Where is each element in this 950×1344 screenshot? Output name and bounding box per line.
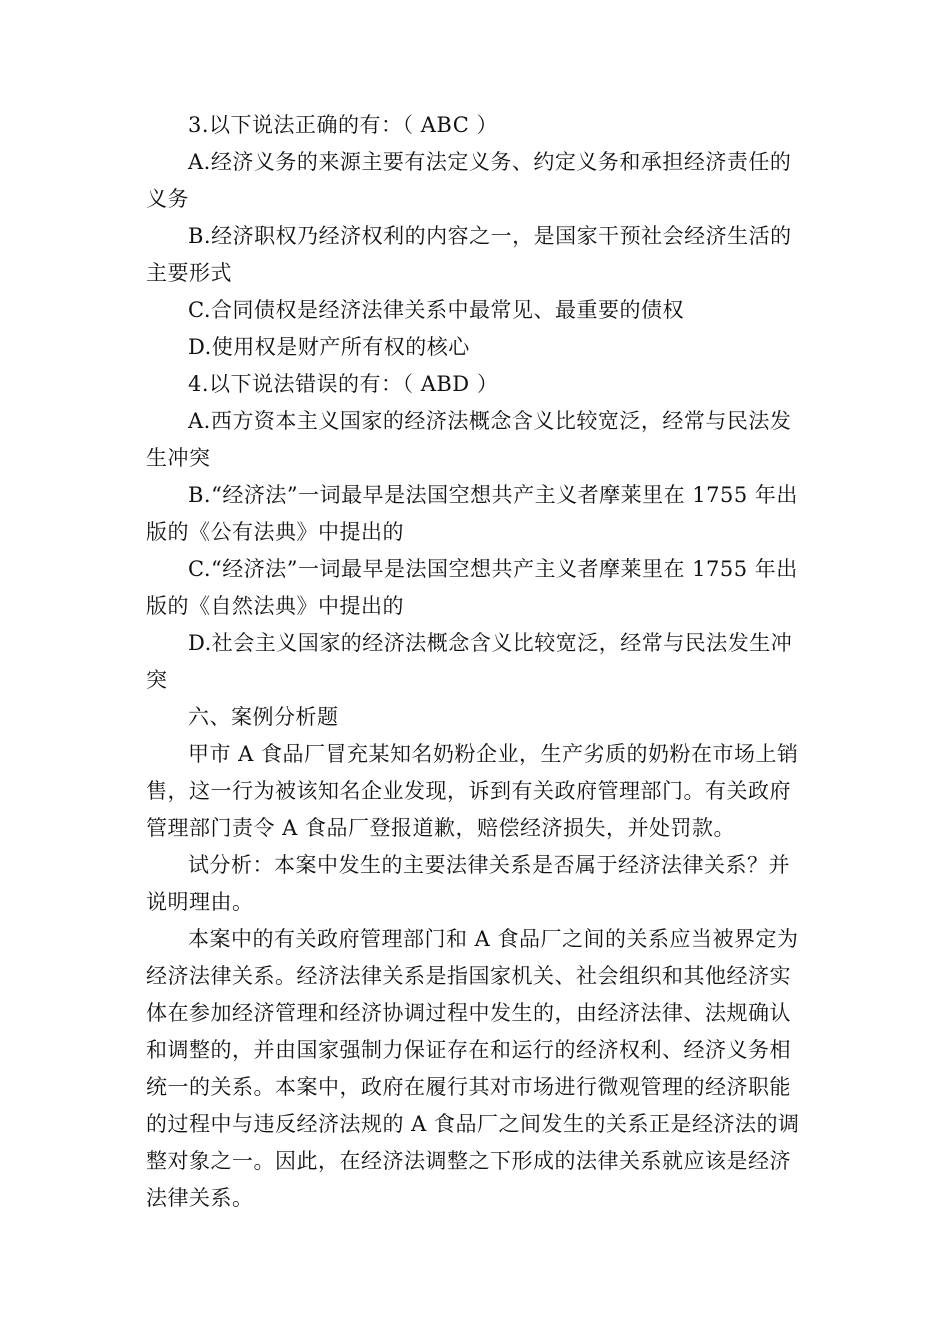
text-line: B.“经济法”一词最早是法国空想共产主义者摩莱里在 1755 年出 bbox=[188, 483, 798, 507]
text-line: 管理部门责令 A 食品厂登报道歉，赔偿经济损失，并处罚款。 bbox=[146, 816, 736, 840]
text-line: 突 bbox=[146, 668, 168, 692]
text-line: 4.以下说法错误的有：（ ABD ） bbox=[188, 372, 499, 396]
text-line: 统一的关系。本案中，政府在履行其对市场进行微观管理的经济职能 bbox=[146, 1075, 791, 1099]
document-page bbox=[146, 107, 806, 1217]
text-line: 经济法律关系。经济法律关系是指国家机关、社会组织和其他经济实 bbox=[146, 964, 791, 988]
text-line: 和调整的，并由国家强制力保证存在和运行的经济权利、经济义务相 bbox=[146, 1038, 791, 1062]
text-line: 主要形式 bbox=[146, 261, 232, 285]
text-line: A.经济义务的来源主要有法定义务、约定义务和承担经济责任的 bbox=[188, 150, 792, 174]
text-line: 版的《自然法典》中提出的 bbox=[146, 594, 404, 618]
text-line: D.使用权是财产所有权的核心 bbox=[188, 335, 470, 359]
text-line: C.“经济法”一词最早是法国空想共产主义者摩莱里在 1755 年出 bbox=[188, 557, 798, 581]
text-line: 3.以下说法正确的有：（ ABC ） bbox=[188, 113, 498, 137]
text-line: 义务 bbox=[146, 187, 189, 211]
text-line: C.合同债权是经济法律关系中最常见、最重要的债权 bbox=[188, 298, 684, 322]
text-line: 体在参加经济管理和经济协调过程中发生的，由经济法律、法规确认 bbox=[146, 1001, 791, 1025]
text-line: 说明理由。 bbox=[146, 890, 254, 914]
text-line: 试分析：本案中发生的主要法律关系是否属于经济法律关系？并 bbox=[188, 853, 790, 877]
text-line: 本案中的有关政府管理部门和 A 食品厂之间的关系应当被界定为 bbox=[188, 927, 799, 951]
text-line: 生冲突 bbox=[146, 446, 211, 470]
text-line: 整对象之一。因此，在经济法调整之下形成的法律关系就应该是经济 bbox=[146, 1149, 791, 1173]
text-line: 甲市 A 食品厂冒充某知名奶粉企业，生产劣质的奶粉在市场上销 bbox=[188, 742, 799, 766]
text-line: 版的《公有法典》中提出的 bbox=[146, 520, 404, 544]
text-line: 的过程中与违反经济法规的 A 食品厂之间发生的关系正是经济法的调 bbox=[146, 1112, 800, 1136]
text-line: B.经济职权乃经济权利的内容之一，是国家干预社会经济生活的 bbox=[188, 224, 792, 248]
text-line: 法律关系。 bbox=[146, 1186, 254, 1210]
section-heading: 六、案例分析题 bbox=[188, 705, 339, 729]
text-line: D.社会主义国家的经济法概念含义比较宽泛，经常与民法发生冲 bbox=[188, 631, 793, 655]
text-line: A.西方资本主义国家的经济法概念含义比较宽泛，经常与民法发 bbox=[188, 409, 792, 433]
text-line: 售，这一行为被该知名企业发现，诉到有关政府管理部门。有关政府 bbox=[146, 779, 791, 803]
